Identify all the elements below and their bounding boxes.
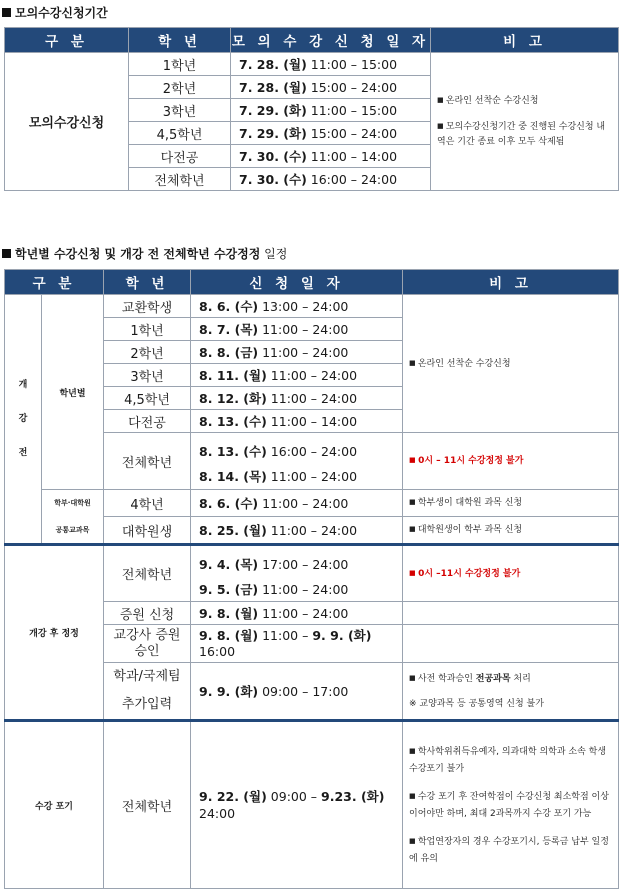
remarks-cell <box>403 602 619 625</box>
date-cell: 9. 22. (월) 09:00 – 9.23. (화) 24:00 <box>191 721 403 889</box>
date-cell: 8. 8. (금) 11:00 – 24:00 <box>191 341 403 364</box>
section-title-registration-schedule: 학년별 수강신청 및 개강 전 전체학년 수강정정 일정 <box>2 245 287 262</box>
remarks-cell: ■ 대학원생이 학부 과목 신청 <box>403 517 619 545</box>
date-cell: 8. 6. (수) 13:00 – 24:00 <box>191 295 403 318</box>
grade-cell: 대학원생 <box>104 517 191 545</box>
date-cell: 7. 30. (수) 11:00 – 14:00 <box>231 145 431 168</box>
date-cell: 9. 9. (화) 09:00 – 17:00 <box>191 663 403 721</box>
table-row <box>5 545 619 602</box>
header-date: 모 의 수 강 신 청 일 자 <box>231 28 431 53</box>
grade-cell: 2학년 <box>104 341 191 364</box>
table-header-row <box>5 28 619 53</box>
mock-registration-table <box>4 27 619 191</box>
grade-cell: 1학년 <box>129 53 231 76</box>
header-remarks: 비 고 <box>431 28 619 53</box>
grade-cell: 4,5학년 <box>129 122 231 145</box>
grade-cell: 4,5학년 <box>104 387 191 410</box>
table-row <box>5 53 619 76</box>
table-row <box>5 295 619 318</box>
grade-cell: 전체학년 <box>129 168 231 191</box>
grade-cell: 다전공 <box>129 145 231 168</box>
square-bullet-icon <box>2 249 11 258</box>
registration-schedule-table <box>4 269 619 889</box>
date-cell: 7. 30. (수) 16:00 – 24:00 <box>231 168 431 191</box>
square-bullet-icon <box>2 8 11 17</box>
section-title-mock-registration: 모의수강신청기간 <box>2 4 108 21</box>
grade-cell: 전체학년 <box>104 721 191 889</box>
grade-cell: 3학년 <box>129 99 231 122</box>
date-cell: 9. 8. (월) 11:00 – 9. 9. (화) 16:00 <box>191 625 403 663</box>
date-cell: 8. 25. (월) 11:00 – 24:00 <box>191 517 403 545</box>
remarks-cell: ■ 학부생이 대학원 과목 신청 <box>403 490 619 517</box>
grade-cell: 학과/국제팀 추가입력 <box>104 663 191 721</box>
grade-cell: 1학년 <box>104 318 191 341</box>
category-before-semester: 개 강 전 <box>5 295 42 545</box>
table-row <box>5 490 619 517</box>
header-category: 구 분 <box>5 28 129 53</box>
header-grade: 학 년 <box>129 28 231 53</box>
remarks-cell: ■ 사전 학과승인 전공과목 처리 ※ 교양과목 등 공통영역 신청 불가 <box>403 663 619 721</box>
remarks-cell: ■ 0시 –11시 수강정정 불가 <box>403 545 619 602</box>
date-cell: 8. 11. (월) 11:00 – 24:00 <box>191 364 403 387</box>
remarks-cell: ■ 학사학위취득유예자, 의과대학 의학과 소속 학생 수강포기 불가 ■ 수강 포기 후 잔여학점이 수강신청 최소학점 이상이어야만 하며, 최대 2과목까지 수강 포기 가능 ■ 학업연장자의 경우 수강포기시, 등록금 납부 일정에 유의 <box>403 721 619 889</box>
date-cell: 8. 13. (수) 16:00 – 24:00 8. 14. (목) 11:00 – 24:00 <box>191 433 403 490</box>
remarks-cell: ■ 0시 – 11시 수강정정 불가 <box>403 433 619 490</box>
date-cell: 8. 6. (수) 11:00 – 24:00 <box>191 490 403 517</box>
grade-cell: 전체학년 <box>104 433 191 490</box>
date-cell: 7. 29. (화) 15:00 – 24:00 <box>231 122 431 145</box>
header-grade: 학 년 <box>104 270 191 295</box>
date-cell: 9. 4. (목) 17:00 – 24:00 9. 5. (금) 11:00 – 24:00 <box>191 545 403 602</box>
subcategory-joint-course-line2: 공통교과목 <box>42 517 104 545</box>
grade-cell: 교환학생 <box>104 295 191 318</box>
category-course-drop: 수강 포기 <box>5 721 104 889</box>
remarks-cell: ■ 온라인 선착순 수강신청 <box>403 295 619 433</box>
date-cell: 8. 7. (목) 11:00 – 24:00 <box>191 318 403 341</box>
table-row <box>5 721 619 889</box>
grade-cell: 전체학년 <box>104 545 191 602</box>
date-cell: 8. 12. (화) 11:00 – 24:00 <box>191 387 403 410</box>
header-category: 구 분 <box>5 270 104 295</box>
remarks-cell <box>403 625 619 663</box>
category-after-semester: 개강 후 정정 <box>5 545 104 721</box>
date-cell: 9. 8. (월) 11:00 – 24:00 <box>191 602 403 625</box>
date-cell: 8. 13. (수) 11:00 – 14:00 <box>191 410 403 433</box>
subcategory-by-grade: 학년별 <box>42 295 104 490</box>
header-remarks: 비 고 <box>403 270 619 295</box>
table-row <box>5 517 619 545</box>
header-date: 신 청 일 자 <box>191 270 403 295</box>
grade-cell: 다전공 <box>104 410 191 433</box>
table-header-row <box>5 270 619 295</box>
grade-cell: 2학년 <box>129 76 231 99</box>
subcategory-joint-course-line1: 학부·대학원 <box>42 490 104 517</box>
remarks-cell: ■ 온라인 선착순 수강신청 ■ 모의수강신청기간 중 진행된 수강신청 내역은 기간 종료 이후 모두 삭제됨 <box>431 53 619 191</box>
date-cell: 7. 28. (월) 15:00 – 24:00 <box>231 76 431 99</box>
category-mock-registration: 모의수강신청 <box>5 53 129 191</box>
grade-cell: 4학년 <box>104 490 191 517</box>
grade-cell: 3학년 <box>104 364 191 387</box>
grade-cell: 교강사 증원 승인 <box>104 625 191 663</box>
grade-cell: 증원 신청 <box>104 602 191 625</box>
date-cell: 7. 29. (화) 11:00 – 15:00 <box>231 99 431 122</box>
date-cell: 7. 28. (월) 11:00 – 15:00 <box>231 53 431 76</box>
